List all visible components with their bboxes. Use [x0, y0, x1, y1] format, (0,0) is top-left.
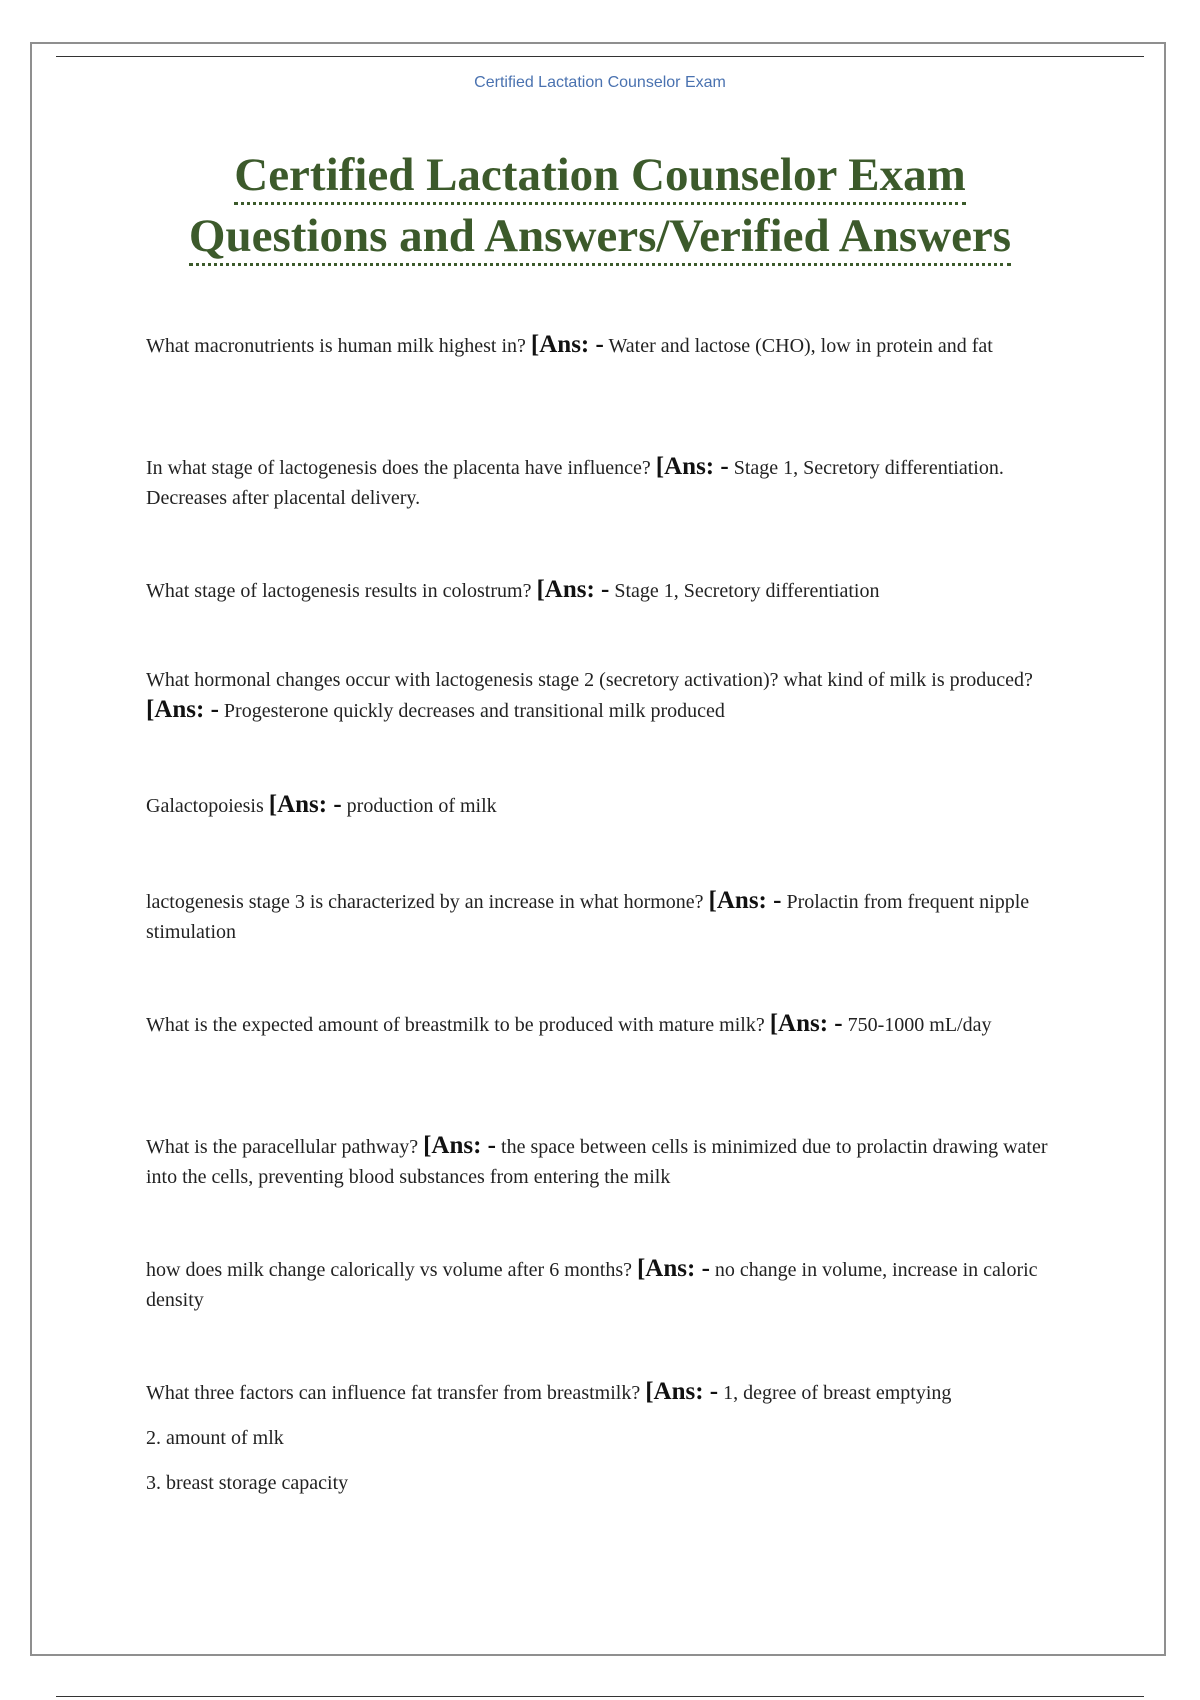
answer-marker: [Ans: - [655, 453, 729, 480]
question-text: how does milk change calorically vs volume after 6 months? [146, 1259, 632, 1281]
qa-item [146, 886, 1066, 947]
answer-text: Water and lactose (CHO), low in protein and fat [608, 335, 993, 357]
qa-item [146, 575, 1066, 606]
answer-marker: [Ans: - [423, 1132, 497, 1159]
question-text: In what stage of lactogenesis does the placenta have influence? [146, 457, 651, 479]
answer-list-line: 2. amount of mlk [146, 1427, 284, 1449]
qa-item [146, 790, 1066, 821]
qa-item [146, 1254, 1066, 1315]
answer-marker: [Ans: - [636, 1255, 710, 1282]
document-title [0, 145, 1200, 267]
qa-item [146, 1009, 1066, 1040]
answer-text: Prolactin from frequent nipple stimulation [146, 891, 1030, 943]
answer-marker: [Ans: - [146, 696, 219, 723]
question-text: What is the expected amount of breastmilk to be produced with mature milk? [146, 1014, 765, 1036]
question-text: What stage of lactogenesis results in colostrum? [146, 580, 532, 602]
footer-rule [56, 1696, 1144, 1697]
question-text: What three factors can influence fat transfer from breastmilk? [146, 1382, 641, 1404]
answer-text: Stage 1, Secretory differentiation [614, 580, 880, 602]
answer-text: Stage 1, Secretory differentiation. Decreases after placental delivery. [146, 457, 1004, 509]
answer-text: 750-1000 mL/day [847, 1014, 992, 1036]
answer-list-line: 3. breast storage capacity [146, 1472, 349, 1494]
question-text: What macronutrients is human milk highest in? [146, 335, 526, 357]
qa-item [146, 1131, 1066, 1192]
qa-item [146, 452, 1066, 513]
question-text: lactogenesis stage 3 is characterized by an increase in what hormone? [146, 891, 704, 913]
answer-text: the space between cells is minimized due to prolactin drawing water into the cells, preventing blood substances from entering the milk [146, 1136, 1048, 1188]
qa-item [146, 330, 1066, 361]
header-rule [56, 56, 1144, 57]
answer-marker: [Ans: - [645, 1378, 719, 1405]
answer-marker: [Ans: - [708, 887, 782, 914]
document-title-line-1: Certified Lactation Counselor Exam [234, 149, 965, 205]
answer-text: production of milk [346, 795, 497, 817]
answer-marker: [Ans: - [530, 331, 604, 358]
page-frame [30, 42, 1166, 1656]
question-text: Galactopoiesis [146, 795, 264, 817]
question-text: What hormonal changes occur with lactogenesis stage 2 (secretory activation)? what kind of milk is produced? [146, 669, 1033, 691]
question-text: What is the paracellular pathway? [146, 1136, 419, 1158]
document-title-line-2: Questions and Answers/Verified Answers [189, 210, 1011, 266]
answer-text: no change in volume, increase in caloric density [146, 1259, 1038, 1311]
answer-marker: [Ans: - [268, 791, 342, 818]
answer-marker: [Ans: - [536, 576, 610, 603]
qa-item [146, 1377, 1066, 1408]
qa-item [146, 665, 1066, 726]
answer-text: 1, degree of breast emptying [723, 1382, 952, 1404]
answer-text: Progesterone quickly decreases and transitional milk produced [223, 700, 725, 722]
answer-marker: [Ans: - [769, 1010, 843, 1037]
running-header: Certified Lactation Counselor Exam [474, 74, 726, 91]
